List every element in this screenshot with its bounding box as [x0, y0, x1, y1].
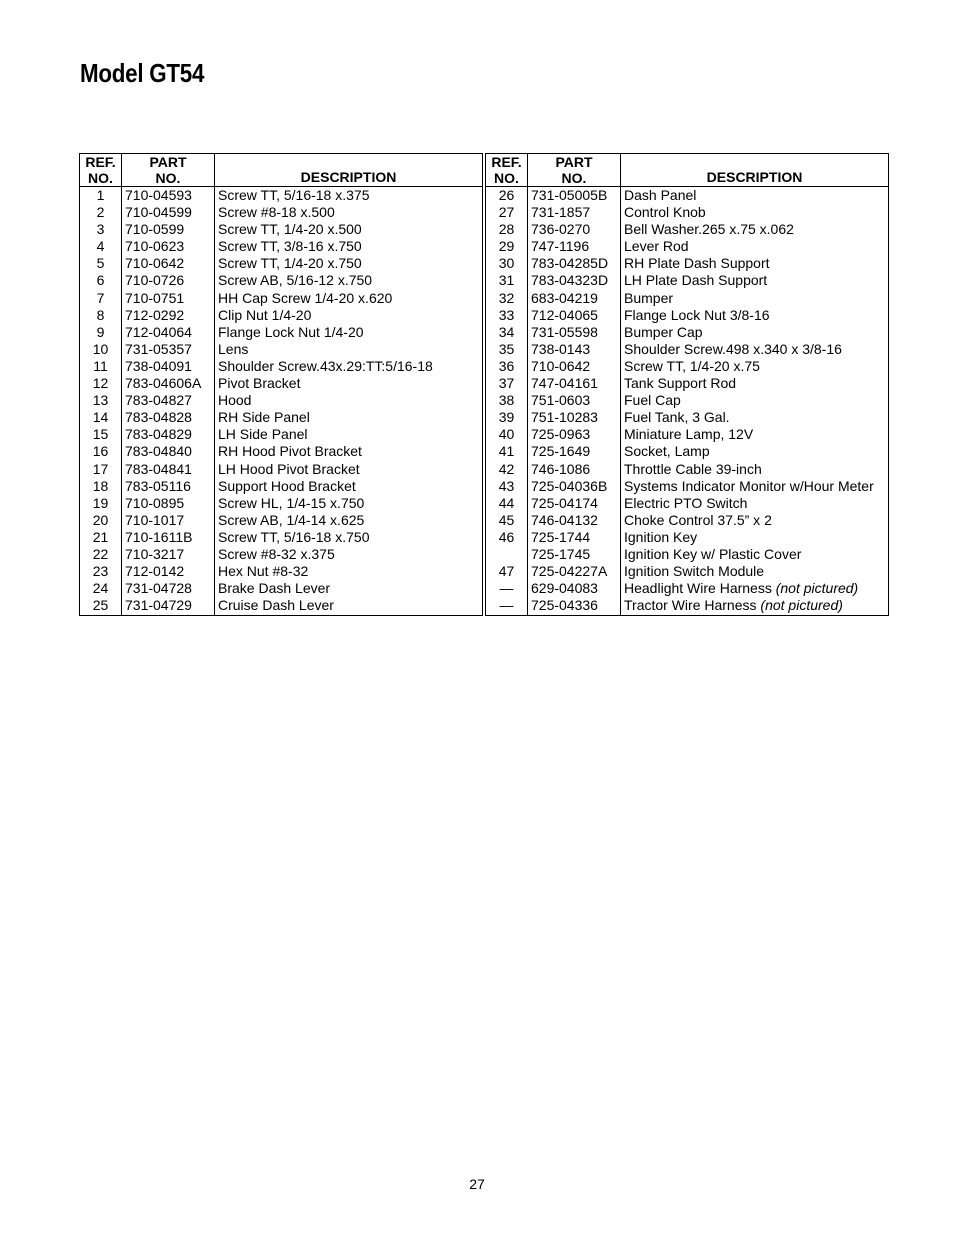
ref-no-cell: 6 [80, 272, 122, 289]
ref-no-cell: 27 [486, 204, 528, 221]
ref-no-cell: 7 [80, 290, 122, 307]
ref-no-cell: 36 [486, 358, 528, 375]
ref-no-header: REF. NO. [486, 154, 528, 187]
description-text: Clip Nut 1/4-20 [218, 306, 312, 323]
ref-no-cell: 1 [80, 187, 122, 205]
table-row [80, 255, 483, 272]
description-cell [621, 307, 889, 324]
part-no-cell: 710-0895 [122, 495, 215, 512]
ref-no-cell: 15 [80, 426, 122, 443]
description-text: Cruise Dash Lever [218, 597, 334, 614]
ref-no-cell: 10 [80, 341, 122, 358]
description-cell [215, 204, 483, 221]
description-text: Bell Washer.265 x.75 x.062 [624, 221, 794, 238]
part-no-cell: 751-0603 [528, 392, 621, 409]
table-row [80, 495, 483, 512]
table-row [486, 255, 889, 272]
description-cell [215, 495, 483, 512]
ref-no-cell: 37 [486, 375, 528, 392]
description-header: DESCRIPTION [215, 154, 483, 187]
description-cell [621, 495, 889, 512]
part-no-cell: 783-04323D [528, 272, 621, 289]
description-text: Tank Support Rod [624, 375, 737, 392]
description-text: Screw TT, 1/4-20 x.750 [218, 255, 362, 272]
part-no-cell: 725-1745 [528, 546, 621, 563]
ref-no-cell: 44 [486, 495, 528, 512]
ref-no-cell: 4 [80, 238, 122, 255]
table-row [486, 324, 889, 341]
ref-no-cell: 23 [80, 563, 122, 580]
part-no-cell: 710-0751 [122, 290, 215, 307]
part-no-cell: 783-04841 [122, 461, 215, 478]
table-row [486, 238, 889, 255]
part-no-cell: 731-05005B [528, 187, 621, 205]
table-row [80, 238, 483, 255]
ref-no-cell: 43 [486, 478, 528, 495]
description-text: Screw HL, 1/4-15 x.750 [218, 494, 365, 511]
part-no-cell: 783-04827 [122, 392, 215, 409]
description-cell [621, 461, 889, 478]
part-no-cell: 747-1196 [528, 238, 621, 255]
description-cell [215, 426, 483, 443]
table-row [486, 221, 889, 238]
description-text: Screw AB, 1/4-14 x.625 [218, 511, 365, 528]
ref-no-cell: 9 [80, 324, 122, 341]
table-row [80, 580, 483, 597]
table-row [80, 221, 483, 238]
table-row [486, 443, 889, 460]
page-title: Model GT54 [80, 58, 205, 88]
part-no-cell: 736-0270 [528, 221, 621, 238]
part-no-cell: 725-04227A [528, 563, 621, 580]
ref-no-cell: 8 [80, 307, 122, 324]
ref-no-cell: 46 [486, 529, 528, 546]
part-no-cell: 731-1857 [528, 204, 621, 221]
table-row [486, 375, 889, 392]
part-no-cell: 731-04729 [122, 597, 215, 616]
table-row [80, 358, 483, 375]
table-row [486, 204, 889, 221]
description-cell [621, 204, 889, 221]
part-no-header: PART NO. [528, 154, 621, 187]
description-cell [621, 443, 889, 460]
ref-no-cell: 18 [80, 478, 122, 495]
parts-table-right [485, 153, 889, 616]
description-text: Dash Panel [624, 187, 697, 203]
description-cell [621, 238, 889, 255]
description-cell [621, 563, 889, 580]
description-text: Choke Control 37.5” x 2 [624, 511, 772, 528]
description-text: RH Hood Pivot Bracket [218, 443, 362, 460]
table-row [486, 392, 889, 409]
description-cell [215, 392, 483, 409]
description-cell [621, 221, 889, 238]
table-row [486, 563, 889, 580]
part-no-cell: 710-0726 [122, 272, 215, 289]
part-no-cell: 725-0963 [528, 426, 621, 443]
part-no-cell: 710-0642 [528, 358, 621, 375]
ref-no-cell: 22 [80, 546, 122, 563]
description-cell [215, 221, 483, 238]
table-row [486, 307, 889, 324]
description-text: LH Plate Dash Support [624, 272, 768, 289]
description-text: Screw TT, 3/8-16 x.750 [218, 238, 362, 255]
part-no-cell: 783-04606A [122, 375, 215, 392]
table-row [80, 409, 483, 426]
description-text: Support Hood Bracket [218, 477, 356, 494]
description-cell [215, 187, 483, 205]
description-text: Screw AB, 5/16-12 x.750 [218, 272, 373, 289]
table-row [80, 478, 483, 495]
part-no-cell: 751-10283 [528, 409, 621, 426]
description-text: Electric PTO Switch [624, 494, 748, 511]
description-cell [215, 461, 483, 478]
table-row [486, 341, 889, 358]
description-cell [621, 290, 889, 307]
description-text: Miniature Lamp, 12V [624, 426, 754, 443]
table-row [80, 272, 483, 289]
part-no-cell: 731-04728 [122, 580, 215, 597]
table-row [486, 580, 889, 597]
ref-no-cell: 45 [486, 512, 528, 529]
table-row [80, 597, 483, 616]
description-text: Bumper [624, 289, 674, 306]
not-pictured-note: (not pictured) [775, 580, 859, 597]
description-text: Control Knob [624, 204, 706, 221]
part-no-cell: 712-0142 [122, 563, 215, 580]
description-text: LH Side Panel [218, 426, 308, 443]
ref-no-cell [486, 546, 528, 563]
part-no-cell: 712-0292 [122, 307, 215, 324]
ref-no-cell: 38 [486, 392, 528, 409]
part-no-cell: 783-04829 [122, 426, 215, 443]
description-text: Throttle Cable 39-inch [624, 460, 762, 477]
ref-no-cell: 16 [80, 443, 122, 460]
table-row [80, 290, 483, 307]
table-header-row [80, 154, 483, 187]
table-row [80, 341, 483, 358]
description-text: Socket, Lamp [624, 443, 710, 460]
part-no-cell: 747-04161 [528, 375, 621, 392]
description-cell [621, 392, 889, 409]
part-no-cell: 731-05598 [528, 324, 621, 341]
description-text: Flange Lock Nut 1/4-20 [218, 323, 364, 340]
table-row [80, 443, 483, 460]
description-text: Hood [218, 392, 252, 409]
table-row [80, 529, 483, 546]
part-no-cell: 783-04285D [528, 255, 621, 272]
description-text: LH Hood Pivot Bracket [218, 460, 360, 477]
part-no-cell: 746-04132 [528, 512, 621, 529]
description-cell [621, 546, 889, 563]
description-cell [215, 341, 483, 358]
description-cell [215, 324, 483, 341]
table-row [80, 461, 483, 478]
description-text: Ignition Key w/ Plastic Cover [624, 545, 802, 562]
table-row [486, 478, 889, 495]
description-cell [215, 563, 483, 580]
ref-no-cell: 41 [486, 443, 528, 460]
parts-table-left [79, 153, 483, 616]
description-cell [215, 272, 483, 289]
table-row [80, 392, 483, 409]
ref-no-cell: 31 [486, 272, 528, 289]
part-no-cell: 710-1017 [122, 512, 215, 529]
description-cell [215, 512, 483, 529]
description-text: Screw TT, 5/16-18 x.375 [218, 187, 370, 203]
description-text: Shoulder Screw.43x.29:TT:5/16-18 [218, 357, 433, 374]
description-text: Headlight Wire Harness [624, 580, 772, 597]
description-cell [215, 546, 483, 563]
part-no-cell: 725-1744 [528, 529, 621, 546]
table-row [486, 272, 889, 289]
description-text: Brake Dash Lever [218, 580, 331, 597]
table-row [80, 512, 483, 529]
description-text: Ignition Switch Module [624, 563, 765, 580]
part-no-cell: 710-04599 [122, 204, 215, 221]
ref-no-cell: 35 [486, 341, 528, 358]
description-text: Screw #8-18 x.500 [218, 204, 335, 221]
description-text: Shoulder Screw.498 x.340 x 3/8-16 [624, 340, 842, 357]
description-cell [621, 324, 889, 341]
ref-no-cell: — [486, 580, 528, 597]
description-cell [215, 580, 483, 597]
description-text: RH Plate Dash Support [624, 255, 770, 272]
ref-no-cell: 13 [80, 392, 122, 409]
table-row [486, 426, 889, 443]
description-text: Screw TT, 5/16-18 x.750 [218, 528, 370, 545]
parts-table-left-body [80, 187, 483, 616]
ref-no-cell: 26 [486, 187, 528, 205]
part-no-cell: 710-0642 [122, 255, 215, 272]
description-text: Screw TT, 1/4-20 x.75 [624, 357, 760, 374]
description-text: Screw #8-32 x.375 [218, 545, 335, 562]
ref-no-cell: 25 [80, 597, 122, 616]
part-no-cell: 725-04174 [528, 495, 621, 512]
part-no-cell: 710-0599 [122, 221, 215, 238]
description-cell [215, 529, 483, 546]
table-row [80, 426, 483, 443]
part-no-cell: 783-05116 [122, 478, 215, 495]
ref-no-cell: 24 [80, 580, 122, 597]
description-cell [215, 255, 483, 272]
part-no-cell: 683-04219 [528, 290, 621, 307]
ref-no-cell: 17 [80, 461, 122, 478]
description-cell [621, 426, 889, 443]
table-row [486, 546, 889, 563]
ref-no-cell: 28 [486, 221, 528, 238]
ref-no-cell: 20 [80, 512, 122, 529]
ref-no-cell: 42 [486, 461, 528, 478]
ref-no-cell: 40 [486, 426, 528, 443]
ref-no-cell: 19 [80, 495, 122, 512]
part-no-cell: 738-04091 [122, 358, 215, 375]
ref-no-cell: 30 [486, 255, 528, 272]
table-row [486, 187, 889, 205]
not-pictured-note: (not pictured) [760, 597, 843, 614]
table-row [486, 290, 889, 307]
ref-no-cell: 14 [80, 409, 122, 426]
description-text: Pivot Bracket [218, 375, 301, 392]
description-cell [215, 290, 483, 307]
part-no-cell: 783-04840 [122, 443, 215, 460]
table-header-row [486, 154, 889, 187]
description-cell [621, 341, 889, 358]
part-no-cell: 725-04036B [528, 478, 621, 495]
table-row [486, 495, 889, 512]
table-row [80, 187, 483, 205]
table-row [486, 512, 889, 529]
table-row [80, 563, 483, 580]
description-text: Lever Rod [624, 238, 689, 255]
table-row [80, 375, 483, 392]
description-text: RH Side Panel [218, 409, 310, 426]
table-row [486, 529, 889, 546]
ref-no-header: REF. NO. [80, 154, 122, 187]
description-cell [621, 187, 889, 205]
part-no-cell: 710-3217 [122, 546, 215, 563]
ref-no-cell: 32 [486, 290, 528, 307]
description-text: Tractor Wire Harness [624, 597, 757, 614]
description-header: DESCRIPTION [621, 154, 889, 187]
description-cell [215, 597, 483, 616]
part-no-cell: 746-1086 [528, 461, 621, 478]
ref-no-cell: 2 [80, 204, 122, 221]
part-no-cell: 710-0623 [122, 238, 215, 255]
description-cell [621, 272, 889, 289]
part-no-header: PART NO. [122, 154, 215, 187]
ref-no-cell: 3 [80, 221, 122, 238]
description-cell [621, 529, 889, 546]
table-row [486, 597, 889, 616]
description-cell [621, 580, 889, 597]
description-text: Hex Nut #8-32 [218, 563, 309, 580]
table-row [80, 324, 483, 341]
ref-no-cell: 47 [486, 563, 528, 580]
description-text: Screw TT, 1/4-20 x.500 [218, 221, 362, 238]
ref-no-cell: 29 [486, 238, 528, 255]
part-no-cell: 712-04064 [122, 324, 215, 341]
description-cell [621, 255, 889, 272]
description-cell [215, 443, 483, 460]
description-cell [215, 307, 483, 324]
description-cell [621, 358, 889, 375]
description-text: Ignition Key [624, 528, 698, 545]
parts-table-right-body [486, 187, 889, 616]
ref-no-cell: 12 [80, 375, 122, 392]
description-cell [621, 512, 889, 529]
page-number: 27 [469, 1176, 485, 1192]
part-no-cell: 731-05357 [122, 341, 215, 358]
ref-no-cell: 34 [486, 324, 528, 341]
description-text: Flange Lock Nut 3/8-16 [624, 306, 770, 323]
ref-no-cell: 39 [486, 409, 528, 426]
table-row [486, 461, 889, 478]
table-row [486, 358, 889, 375]
description-cell [621, 478, 889, 495]
description-text: Fuel Tank, 3 Gal. [624, 409, 730, 426]
description-cell [621, 375, 889, 392]
description-cell [215, 238, 483, 255]
part-no-cell: 725-1649 [528, 443, 621, 460]
table-row [80, 546, 483, 563]
ref-no-cell: 5 [80, 255, 122, 272]
part-no-cell: 710-04593 [122, 187, 215, 205]
description-cell [215, 375, 483, 392]
description-text: HH Cap Screw 1/4-20 x.620 [218, 289, 393, 306]
table-row [80, 307, 483, 324]
table-row [80, 204, 483, 221]
description-cell [215, 358, 483, 375]
part-no-cell: 712-04065 [528, 307, 621, 324]
description-text: Fuel Cap [624, 392, 681, 409]
ref-no-cell: — [486, 597, 528, 616]
part-no-cell: 738-0143 [528, 341, 621, 358]
description-text: Systems Indicator Monitor w/Hour Meter [624, 477, 874, 494]
description-text: Lens [218, 340, 249, 357]
description-cell [215, 409, 483, 426]
part-no-cell: 710-1611B [122, 529, 215, 546]
part-no-cell: 725-04336 [528, 597, 621, 616]
part-no-cell: 783-04828 [122, 409, 215, 426]
table-row [486, 409, 889, 426]
description-cell [621, 597, 889, 616]
description-cell [215, 478, 483, 495]
ref-no-cell: 33 [486, 307, 528, 324]
part-no-cell: 629-04083 [528, 580, 621, 597]
description-cell [621, 409, 889, 426]
ref-no-cell: 21 [80, 529, 122, 546]
ref-no-cell: 11 [80, 358, 122, 375]
description-text: Bumper Cap [624, 323, 703, 340]
